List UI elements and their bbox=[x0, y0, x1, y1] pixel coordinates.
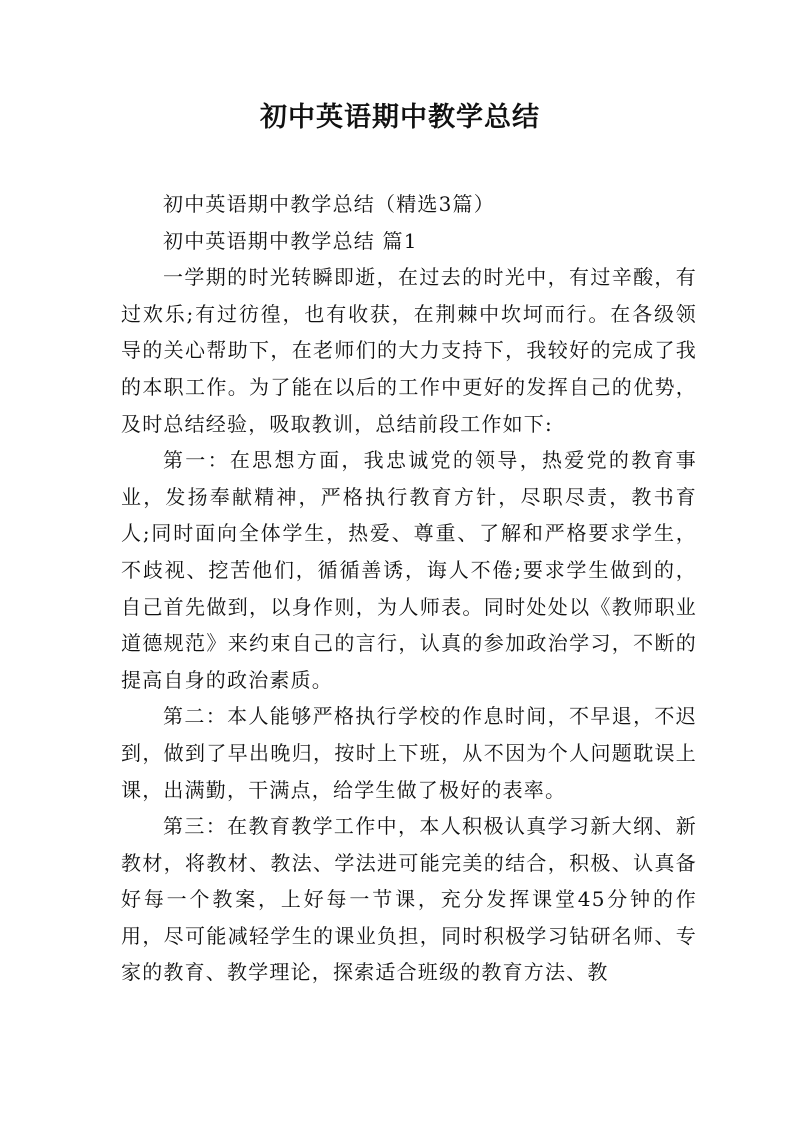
body-paragraph: 第一：在思想方面，我忠诚党的领导，热爱党的教育事业，发扬奉献精神，严格执行教育方针，尽职尽责，教书育人;同时面向全体学生，热爱、尊重、了解和严格要求学生，不歧视、挖苦他们，循循善诱，诲人不倦;要求学生做到的，自己首先做到，以身作则，为人师表。同时处处以《教师职业道德规范》来约束自己的言行，认真的参加政治学习，不断的提高自身的政治素质。 bbox=[121, 448, 697, 692]
body-paragraph: 一学期的时光转瞬即逝，在过去的时光中，有过辛酸，有过欢乐;有过彷徨，也有收获，在荆棘中坎坷而行。在各级领导的关心帮助下，在老师们的大力支持下，我较好的完成了我的本职工作。为了能在以后的工作中更好的发挥自己的优势，及时总结经验，吸取教训，总结前段工作如下: bbox=[121, 265, 697, 436]
document-title: 初中英语期中教学总结 bbox=[260, 102, 540, 133]
document-body bbox=[121, 186, 697, 991]
body-paragraph: 第二：本人能够严格执行学校的作息时间，不早退，不迟到，做到了早出晚归，按时上下班，从不因为个人问题耽误上课，出满勤，干满点，给学生做了极好的表率。 bbox=[121, 704, 697, 802]
subtitle-paragraph: 初中英语期中教学总结（精选3篇） bbox=[163, 192, 495, 216]
body-paragraph: 第三：在教育教学工作中，本人积极认真学习新大纲、新教材，将教材、教法、学法进可能完美的结合，积极、认真备好每一个教案，上好每一节课，充分发挥课堂45分钟的作用，尽可能减轻学生的课业负担，同时积极学习钻研名师、专家的教育、教学理论，探索适合班级的教育方法、教 bbox=[121, 814, 697, 985]
section-heading: 初中英语期中教学总结 篇1 bbox=[163, 228, 418, 253]
